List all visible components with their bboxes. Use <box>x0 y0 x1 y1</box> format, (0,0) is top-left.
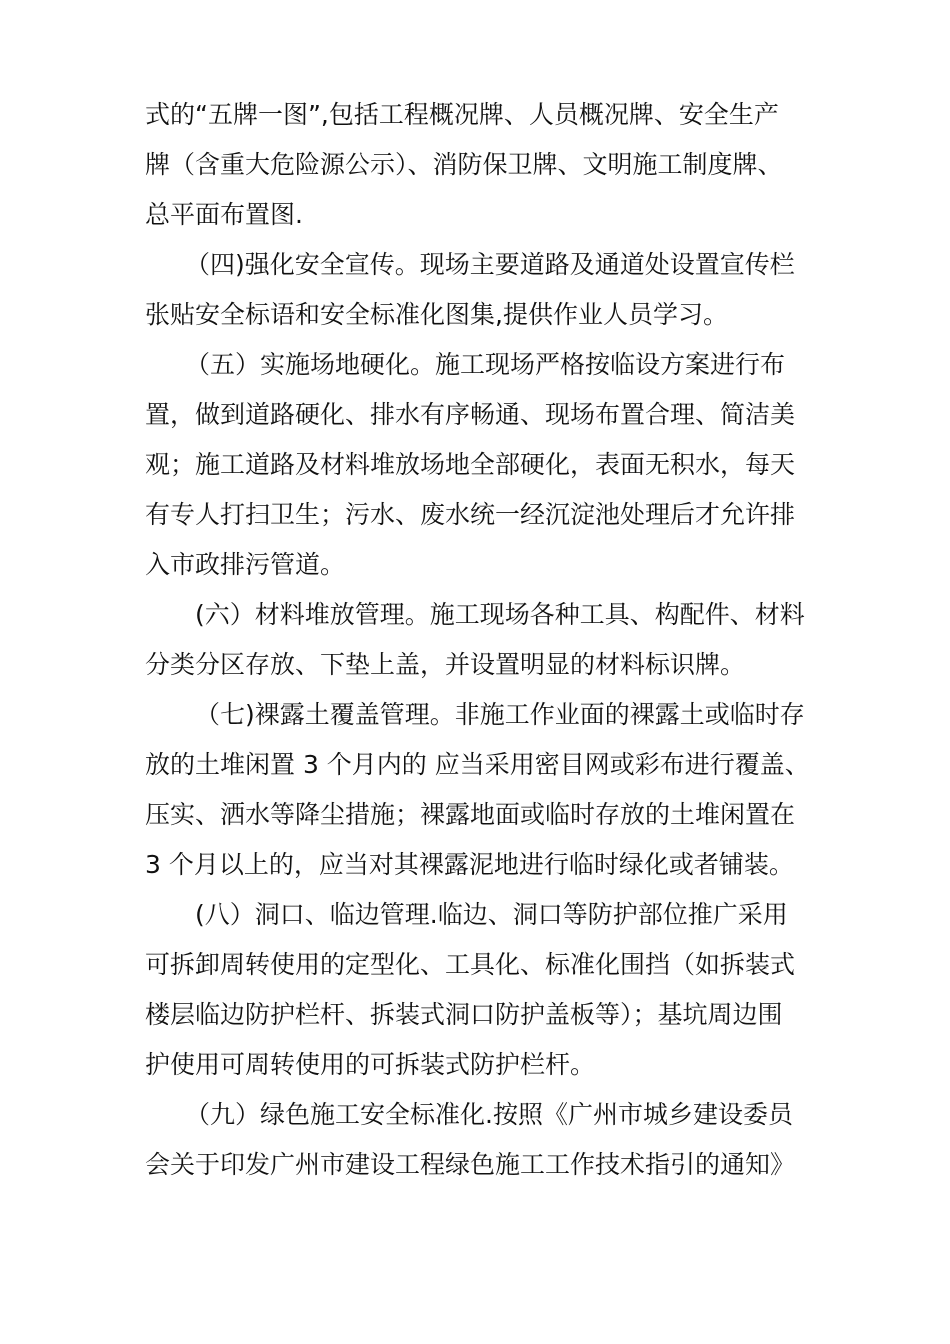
paragraph-eight-first-line: (八）洞口、临边管理.临边、洞口等防护部位推广采用 <box>195 900 788 929</box>
paragraph-five-first-line: （五）实施场地硬化。施工现场严格按临设方案进行布 <box>185 350 786 379</box>
paragraph-six-first-line: (六）材料堆放管理。施工现场各种工具、构配件、材料 <box>195 600 805 629</box>
text-line: 张贴安全标语和安全标准化图集,提供作业人员学习。 <box>145 300 728 329</box>
text-line: 会关于印发广州市建设工程绿色施工工作技术指引的通知》 <box>145 1150 796 1179</box>
document-body <box>145 90 825 1190</box>
text-line: 入市政排污管道。 <box>145 550 346 579</box>
text-line: 3 个月以上的，应当对其裸露泥地进行临时绿化或者铺装。 <box>145 850 794 879</box>
text-line: 牌（含重大危险源公示）、消防保卫牌、文明施工制度牌、 <box>145 150 783 179</box>
text-line: 可拆卸周转使用的定型化、工具化、标准化围挡（如拆装式 <box>145 950 796 979</box>
text-line: 放的土堆闲置 3 个月内的 应当采用密目网或彩布进行覆盖、 <box>145 750 810 779</box>
text-line: 护使用可周转使用的可拆装式防护栏杆。 <box>145 1050 596 1079</box>
text-line: 有专人打扫卫生；污水、废水统一经沉淀池处理后才允许排 <box>145 500 796 529</box>
paragraph-nine-first-line: （九）绿色施工安全标准化.按照《广州市城乡建设委员 <box>185 1100 793 1129</box>
text-line: 总平面布置图. <box>145 200 303 229</box>
text-line: 分类分区存放、下垫上盖，并设置明显的材料标识牌。 <box>145 650 746 679</box>
text-line: 置，做到道路硬化、排水有序畅通、现场布置合理、简洁美 <box>145 400 796 429</box>
text-line: 观；施工道路及材料堆放场地全部硬化，表面无积水，每天 <box>145 450 796 479</box>
text-line: 压实、洒水等降尘措施；裸露地面或临时存放的土堆闲置在 <box>145 800 796 829</box>
paragraph-four-first-line: （四)强化安全宣传。现场主要道路及通道处设置宣传栏 <box>185 250 795 279</box>
text-line: 式的“五牌一图”,包括工程概况牌、人员概况牌、安全生产 <box>145 100 779 129</box>
text-line: 楼层临边防护栏杆、拆装式洞口防护盖板等）；基坑周边围 <box>145 1000 783 1029</box>
paragraph-seven-first-line: （七)裸露土覆盖管理。非施工作业面的裸露土或临时存 <box>195 700 805 729</box>
